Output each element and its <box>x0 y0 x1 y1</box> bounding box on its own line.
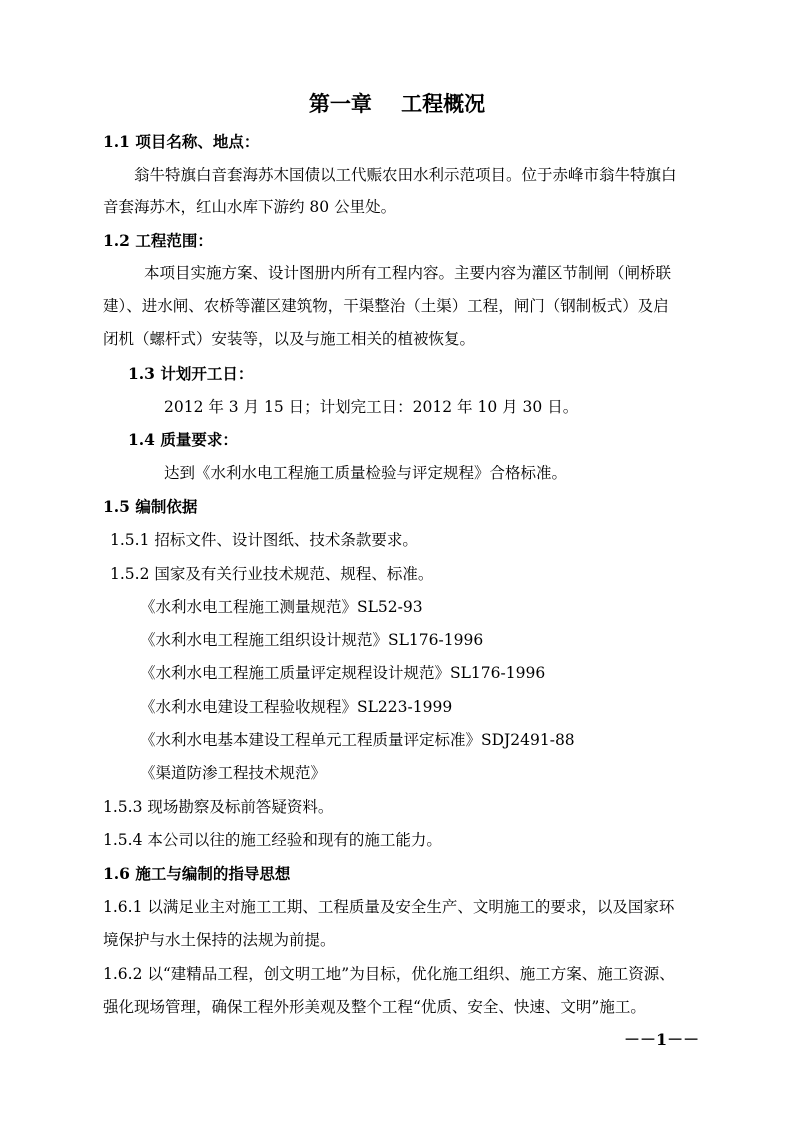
standard-item: 《水利水电工程施工质量评定规程设计规范》SL176-1996 <box>140 664 546 682</box>
section-1-3-text-line: 2012 年 3 月 15 日；计划完工日：2012 年 10 月 30 日。 <box>164 398 579 416</box>
section-1-1-text-line: 翁牛特旗白音套海苏木国债以工代赈农田水利示范项目。位于赤峰市翁牛特旗白 <box>134 166 677 184</box>
standard-item: 《水利水电建设工程验收规程》SL223-1999 <box>140 698 453 716</box>
standard-item: 《水利水电基本建设工程单元工程质量评定标准》SDJ2491-88 <box>140 731 575 749</box>
section-1-5-3-item: 1.5.3 现场勘察及标前答疑资料。 <box>103 798 334 816</box>
section-1-6-1-text-line: 境保护与水土保持的法规为前提。 <box>103 931 336 949</box>
chapter-title: 第一章 工程概况 <box>308 91 486 116</box>
section-1-2-text-line: 闭机（螺杆式）安装等，以及与施工相关的植被恢复。 <box>103 330 476 348</box>
section-1-1-heading: 1.1 项目名称、地点： <box>103 132 260 151</box>
section-1-2-heading: 1.2 工程范围： <box>103 231 213 250</box>
section-1-4-heading: 1.4 质量要求： <box>128 430 238 449</box>
section-1-2-text-line: 本项目实施方案、设计图册内所有工程内容。主要内容为灌区节制闸（闸桥联 <box>144 264 672 282</box>
section-1-5-4-item: 1.5.4 本公司以往的施工经验和现有的施工能力。 <box>103 831 442 849</box>
standard-item: 《渠道防渗工程技术规范》 <box>140 764 327 782</box>
section-1-6-2-text-line: 1.6.2 以“建精品工程，创文明工地”为目标，优化施工组织、施工方案、施工资源、 <box>103 965 675 983</box>
section-1-6-heading: 1.6 施工与编制的指导思想 <box>103 864 291 883</box>
section-1-2-text-line: 建）、进水闸、农桥等灌区建筑物，干渠整治（土渠）工程，闸门（钢制板式）及启 <box>103 297 669 315</box>
section-1-5-1-item: 1.5.1 招标文件、设计图纸、技术条款要求。 <box>110 531 418 549</box>
section-1-5-2-item: 1.5.2 国家及有关行业技术规范、规程、标准。 <box>110 565 434 583</box>
page-number: －－1－－ <box>624 1030 700 1049</box>
section-1-6-1-text-line: 1.6.1 以满足业主对施工工期、工程质量及安全生产、文明施工的要求，以及国家环 <box>103 898 675 916</box>
standard-item: 《水利水电工程施工测量规范》SL52-93 <box>140 598 423 616</box>
section-1-1-text-line: 音套海苏木，红山水库下游约 80 公里处。 <box>103 198 397 216</box>
section-1-4-text-line: 达到《水利水电工程施工质量检验与评定规程》合格标准。 <box>164 464 568 482</box>
section-1-6-2-text-line: 强化现场管理，确保工程外形美观及整个工程“优质、安全、快速、文明”施工。 <box>103 998 646 1016</box>
section-1-5-heading: 1.5 编制依据 <box>103 497 198 516</box>
standard-item: 《水利水电工程施工组织设计规范》SL176-1996 <box>140 631 484 649</box>
section-1-3-heading: 1.3 计划开工日： <box>128 364 254 383</box>
